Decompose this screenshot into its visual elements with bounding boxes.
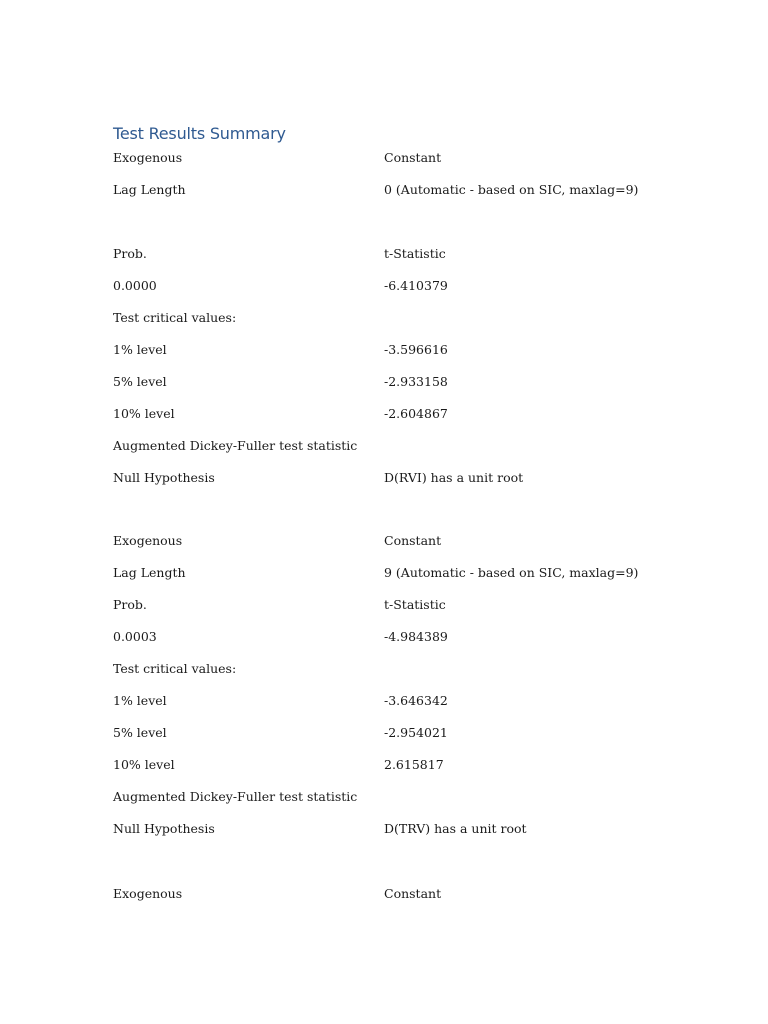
result-row: [113, 404, 673, 424]
row-value: -6.410379: [384, 278, 448, 293]
result-row: [113, 755, 673, 775]
row-label: Augmented Dickey-Fuller test statistic: [113, 438, 358, 453]
row-label: Exogenous: [113, 150, 183, 165]
result-row: [113, 595, 673, 615]
row-value: Constant: [384, 533, 442, 548]
row-value: Constant: [384, 886, 442, 901]
row-value: -2.604867: [384, 406, 448, 421]
row-label: Test critical values:: [113, 661, 237, 676]
row-label: Prob.: [113, 246, 147, 261]
result-row: [113, 659, 673, 679]
result-row: [113, 884, 673, 904]
row-label: 10% level: [113, 757, 175, 772]
result-row: [113, 819, 673, 839]
result-row: [113, 468, 673, 488]
row-value: 0 (Automatic - based on SIC, maxlag=9): [384, 182, 639, 197]
row-label: 0.0003: [113, 629, 157, 644]
result-row: [113, 372, 673, 392]
row-value: 2.615817: [384, 757, 444, 772]
row-label: Exogenous: [113, 533, 183, 548]
row-label: Null Hypothesis: [113, 821, 215, 836]
row-label: 5% level: [113, 725, 167, 740]
page-title: Test Results Summary: [113, 124, 286, 143]
result-row: [113, 563, 673, 583]
row-value: t-Statistic: [384, 597, 446, 612]
row-value: -2.933158: [384, 374, 448, 389]
row-value: -4.984389: [384, 629, 448, 644]
row-label: Lag Length: [113, 182, 186, 197]
result-row: [113, 627, 673, 647]
row-value: -3.596616: [384, 342, 448, 357]
row-value: D(TRV) has a unit root: [384, 821, 527, 836]
row-label: 10% level: [113, 406, 175, 421]
result-row: [113, 180, 673, 200]
row-value: t-Statistic: [384, 246, 446, 261]
result-row: [113, 531, 673, 551]
row-label: Test critical values:: [113, 310, 237, 325]
result-row: [113, 308, 673, 328]
row-value: 9 (Automatic - based on SIC, maxlag=9): [384, 565, 639, 580]
result-row: [113, 723, 673, 743]
result-row: [113, 787, 673, 807]
row-label: 0.0000: [113, 278, 157, 293]
row-value: -2.954021: [384, 725, 448, 740]
row-value: D(RVI) has a unit root: [384, 470, 524, 485]
result-row: [113, 148, 673, 168]
row-label: Prob.: [113, 597, 147, 612]
row-value: Constant: [384, 150, 442, 165]
result-row: [113, 436, 673, 456]
result-row: [113, 340, 673, 360]
result-row: [113, 691, 673, 711]
row-label: Augmented Dickey-Fuller test statistic: [113, 789, 358, 804]
row-label: 1% level: [113, 342, 167, 357]
row-label: 5% level: [113, 374, 167, 389]
row-label: Exogenous: [113, 886, 183, 901]
row-label: 1% level: [113, 693, 167, 708]
result-row: [113, 276, 673, 296]
result-row: [113, 244, 673, 264]
row-label: Lag Length: [113, 565, 186, 580]
row-label: Null Hypothesis: [113, 470, 215, 485]
row-value: -3.646342: [384, 693, 448, 708]
